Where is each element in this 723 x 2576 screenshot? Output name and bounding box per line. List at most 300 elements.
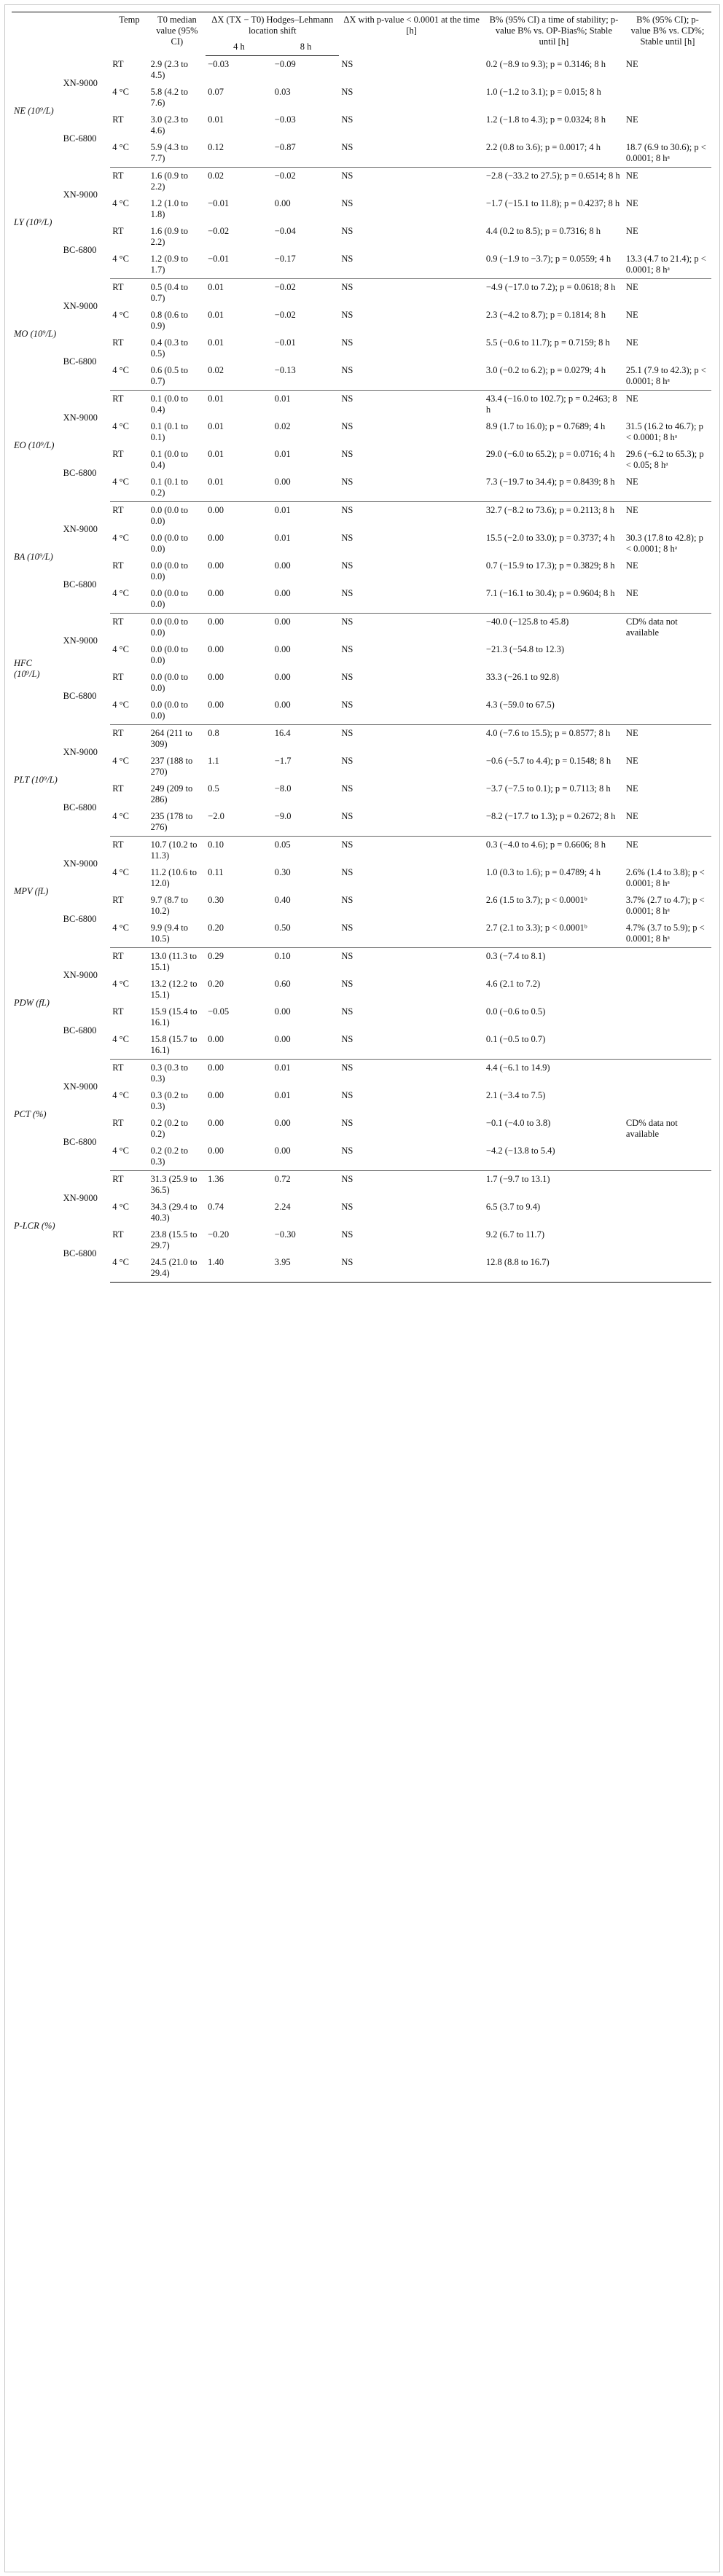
bias-op-cell: 4.6 (2.1 to 7.2) bbox=[485, 978, 541, 989]
pvalue-cell: NS bbox=[341, 978, 353, 989]
bias-cd-cell bbox=[624, 697, 711, 725]
pvalue-cell: NS bbox=[341, 448, 353, 459]
table-row bbox=[12, 892, 711, 920]
shift-8h-cell: 0.00 bbox=[274, 616, 291, 627]
bias-cd-cell bbox=[624, 1170, 711, 1199]
bias-op-cell: 43.4 (−16.0 to 102.7); p = 0.2463; 8 h bbox=[485, 393, 617, 415]
instrument-cell: BC-6800 bbox=[63, 579, 97, 590]
table-row bbox=[12, 947, 711, 976]
table-row bbox=[12, 84, 711, 111]
t0-median-cell: 0.0 (0.0 to 0.0) bbox=[149, 585, 206, 614]
bias-cd-cell: 4.7% (3.7 to 5.9); p < 0.0001; 8 hᵃ bbox=[624, 920, 711, 948]
instrument-cell: BC-6800 bbox=[63, 1025, 97, 1036]
bias-cd-cell bbox=[624, 1199, 711, 1226]
shift-4h-cell: 0.01 bbox=[206, 474, 273, 502]
bias-op-cell: −1.7 (−15.1 to 11.8); p = 0.4237; 8 h bbox=[485, 197, 620, 208]
table-row bbox=[12, 530, 711, 557]
header-4h: 4 h bbox=[206, 39, 273, 56]
shift-4h-cell: 0.10 bbox=[208, 839, 224, 850]
t0-median-cell: 13.2 (12.2 to 15.1) bbox=[150, 978, 198, 1000]
shift-8h-cell: −0.17 bbox=[273, 251, 340, 279]
table-row bbox=[12, 1199, 711, 1226]
table-row bbox=[12, 56, 711, 84]
pvalue-cell: NS bbox=[341, 1062, 353, 1073]
table-row bbox=[12, 251, 711, 279]
table-row bbox=[12, 1031, 711, 1060]
t0-median-cell: 15.9 (15.4 to 16.1) bbox=[150, 1006, 198, 1027]
shift-8h-cell: 0.00 bbox=[274, 671, 291, 682]
bias-cd-cell bbox=[624, 1143, 711, 1171]
t0-median-cell: 0.4 (0.3 to 0.5) bbox=[150, 337, 188, 359]
shift-8h-cell: 0.00 bbox=[274, 1117, 291, 1128]
t0-median-cell: 9.9 (9.4 to 10.5) bbox=[149, 920, 206, 948]
pvalue-cell: NS bbox=[339, 808, 484, 837]
bias-op-cell: 0.7 (−15.9 to 17.3); p = 0.3829; 8 h bbox=[485, 560, 615, 571]
shift-4h-cell: −0.01 bbox=[206, 251, 273, 279]
pvalue-cell: NS bbox=[339, 1143, 484, 1171]
shift-8h-cell: 0.10 bbox=[274, 950, 291, 961]
parameter-cell: MPV (fL) bbox=[14, 886, 49, 896]
shift-4h-cell: 0.11 bbox=[208, 866, 224, 877]
shift-8h-cell: 0.03 bbox=[274, 86, 291, 97]
temperature-cell: 4 °C bbox=[112, 1201, 129, 1212]
pvalue-cell: NS bbox=[339, 1031, 484, 1060]
table-row bbox=[12, 1254, 711, 1283]
temperature-cell: 4 °C bbox=[110, 920, 148, 948]
bias-op-cell: 4.4 (0.2 to 8.5); p = 0.7316; 8 h bbox=[485, 225, 601, 236]
instrument-cell: XN-9000 bbox=[63, 523, 98, 534]
bias-cd-cell: 2.6% (1.4 to 3.8); p < 0.0001; 8 hᵃ bbox=[625, 866, 705, 888]
shift-8h-cell: 16.4 bbox=[274, 727, 291, 738]
shift-4h-cell: 0.00 bbox=[208, 560, 224, 571]
table-row bbox=[12, 390, 711, 418]
temperature-cell: RT bbox=[112, 1062, 124, 1073]
pvalue-cell: NS bbox=[341, 114, 353, 125]
pvalue-cell: NS bbox=[341, 337, 353, 348]
bias-cd-cell: NE bbox=[625, 783, 638, 794]
instrument-cell: XN-9000 bbox=[63, 746, 98, 757]
table-row bbox=[12, 1087, 711, 1115]
shift-8h-cell: 0.00 bbox=[273, 474, 340, 502]
table-row bbox=[12, 334, 711, 362]
temperature-cell: RT bbox=[112, 114, 124, 125]
shift-4h-cell: 0.00 bbox=[206, 1143, 273, 1171]
temperature-cell: RT bbox=[112, 1173, 124, 1184]
bias-op-cell: 1.0 (0.3 to 1.6); p = 0.4789; 4 h bbox=[485, 866, 601, 877]
shift-8h-cell: −0.30 bbox=[274, 1229, 296, 1240]
header-instrument bbox=[61, 12, 111, 56]
t0-median-cell: 249 (209 to 286) bbox=[150, 783, 193, 804]
bias-cd-cell: 29.6 (−6.2 to 65.3); p < 0.05; 8 hᵃ bbox=[625, 448, 704, 470]
pvalue-cell: NS bbox=[341, 504, 353, 515]
shift-8h-cell: −0.01 bbox=[274, 337, 296, 348]
bias-op-cell: 3.0 (−0.2 to 6.2); p = 0.0279; 4 h bbox=[484, 362, 624, 391]
bias-op-cell: 2.6 (1.5 to 3.7); p < 0.0001ᵇ bbox=[485, 894, 587, 905]
table-row bbox=[12, 920, 711, 948]
temperature-cell: RT bbox=[112, 950, 124, 961]
table-row bbox=[12, 501, 711, 530]
temperature-cell: RT bbox=[112, 170, 124, 181]
bias-cd-cell bbox=[624, 669, 711, 697]
shift-8h-cell: 0.00 bbox=[274, 1006, 291, 1017]
bias-cd-cell bbox=[624, 1254, 711, 1283]
header-t0-median: T0 median value (95% CI) bbox=[149, 12, 206, 56]
table-row bbox=[12, 1115, 711, 1143]
bias-cd-cell: NE bbox=[625, 281, 638, 292]
shift-4h-cell: 0.00 bbox=[208, 1089, 224, 1100]
bias-op-cell: 9.2 (6.7 to 11.7) bbox=[485, 1229, 545, 1240]
temperature-cell: 4 °C bbox=[110, 808, 148, 837]
shift-8h-cell: 0.00 bbox=[273, 1143, 340, 1171]
bias-cd-cell: 31.5 (16.2 to 46.7); p < 0.0001; 8 hᵃ bbox=[625, 420, 703, 442]
pvalue-cell: NS bbox=[341, 170, 353, 181]
shift-4h-cell: 0.74 bbox=[208, 1201, 224, 1212]
pvalue-cell: NS bbox=[339, 697, 484, 725]
temperature-cell: 4 °C bbox=[112, 1089, 129, 1100]
temperature-cell: 4 °C bbox=[110, 474, 148, 502]
shift-4h-cell: 0.01 bbox=[208, 309, 224, 320]
parameter-cell: NE (10⁹/L) bbox=[14, 106, 54, 117]
bias-cd-cell: CD% data not available bbox=[625, 1117, 678, 1139]
pvalue-cell: NS bbox=[341, 309, 353, 320]
pvalue-cell: NS bbox=[341, 420, 353, 431]
instrument-cell: XN-9000 bbox=[63, 78, 98, 88]
table-row bbox=[12, 278, 711, 307]
t0-median-cell: 235 (178 to 276) bbox=[149, 808, 206, 837]
temperature-cell: RT bbox=[112, 671, 124, 682]
temperature-cell: RT bbox=[112, 616, 124, 627]
pvalue-cell: NS bbox=[341, 616, 353, 627]
temperature-cell: 4 °C bbox=[110, 1031, 148, 1060]
t0-median-cell: 0.0 (0.0 to 0.0) bbox=[150, 643, 188, 665]
t0-median-cell: 15.8 (15.7 to 16.1) bbox=[149, 1031, 206, 1060]
bias-cd-cell bbox=[624, 1087, 711, 1115]
instrument-cell: BC-6800 bbox=[63, 245, 97, 256]
parameter-cell: PDW (fL) bbox=[14, 998, 50, 1008]
t0-median-cell: 0.0 (0.0 to 0.0) bbox=[150, 532, 188, 554]
bias-op-cell: 0.3 (−7.4 to 8.1) bbox=[485, 950, 546, 961]
pvalue-cell: NS bbox=[341, 643, 353, 654]
instrument-cell: XN-9000 bbox=[63, 189, 98, 200]
parameter-cell: HFC (10⁹/L) bbox=[14, 657, 40, 679]
shift-8h-cell: 0.01 bbox=[274, 504, 291, 515]
t0-median-cell: 9.7 (8.7 to 10.2) bbox=[150, 894, 188, 916]
bias-op-cell: 29.0 (−6.0 to 65.2); p = 0.0716; 4 h bbox=[485, 448, 615, 459]
shift-4h-cell: 0.00 bbox=[206, 1031, 273, 1060]
bias-cd-cell: NE bbox=[625, 727, 638, 738]
shift-4h-cell: 0.01 bbox=[208, 420, 224, 431]
instrument-cell: XN-9000 bbox=[63, 1081, 98, 1092]
bias-op-cell: 4.0 (−7.6 to 15.5); p = 0.8577; 8 h bbox=[485, 727, 611, 738]
pvalue-cell: NS bbox=[341, 532, 353, 543]
t0-median-cell: 0.8 (0.6 to 0.9) bbox=[150, 309, 188, 331]
instrument-cell: BC-6800 bbox=[63, 133, 97, 144]
bias-op-cell: 1.7 (−9.7 to 13.1) bbox=[485, 1173, 550, 1184]
shift-4h-cell: 0.00 bbox=[208, 1062, 224, 1073]
shift-8h-cell: 0.00 bbox=[273, 1031, 340, 1060]
shift-8h-cell: 0.05 bbox=[274, 839, 291, 850]
pvalue-cell: NS bbox=[339, 139, 484, 168]
header-bias-cd: B% (95% CI); p-value B% vs. CD%; Stable until [h] bbox=[624, 12, 711, 56]
table-row bbox=[12, 195, 711, 223]
bias-op-cell: 4.3 (−59.0 to 67.5) bbox=[484, 697, 624, 725]
t0-median-cell: 0.1 (0.1 to 0.2) bbox=[149, 474, 206, 502]
temperature-cell: RT bbox=[112, 783, 124, 794]
shift-4h-cell: 1.36 bbox=[208, 1173, 224, 1184]
bias-op-cell: 0.9 (−1.9 to −3.7); p = 0.0559; 4 h bbox=[484, 251, 624, 279]
temperature-cell: RT bbox=[112, 393, 124, 404]
table-row bbox=[12, 697, 711, 725]
table-row bbox=[12, 446, 711, 474]
temperature-cell: RT bbox=[112, 58, 124, 69]
bias-op-cell: 2.1 (−3.4 to 7.5) bbox=[485, 1089, 546, 1100]
table-row bbox=[12, 111, 711, 139]
shift-8h-cell: 0.40 bbox=[274, 894, 291, 905]
bias-op-cell: 2.2 (0.8 to 3.6); p = 0.0017; 4 h bbox=[484, 139, 624, 168]
bias-cd-cell: 18.7 (6.9 to 30.6); p < 0.0001; 8 hᵃ bbox=[624, 139, 711, 168]
bias-cd-cell: NE bbox=[625, 839, 638, 850]
shift-8h-cell: −0.04 bbox=[274, 225, 296, 236]
t0-median-cell: 1.6 (0.9 to 2.2) bbox=[150, 170, 188, 192]
temperature-cell: RT bbox=[112, 727, 124, 738]
shift-4h-cell: 0.00 bbox=[208, 1117, 224, 1128]
t0-median-cell: 0.2 (0.2 to 0.3) bbox=[149, 1143, 206, 1171]
t0-median-cell: 1.6 (0.9 to 2.2) bbox=[150, 225, 188, 247]
shift-8h-cell: 0.72 bbox=[274, 1173, 291, 1184]
bias-cd-cell: NE bbox=[625, 197, 638, 208]
bias-cd-cell: NE bbox=[625, 309, 638, 320]
shift-8h-cell: −1.7 bbox=[274, 755, 292, 766]
pvalue-cell: NS bbox=[341, 560, 353, 571]
table-row bbox=[12, 139, 711, 168]
t0-median-cell: 1.2 (0.9 to 1.7) bbox=[149, 251, 206, 279]
temperature-cell: 4 °C bbox=[112, 643, 129, 654]
bias-op-cell: 33.3 (−26.1 to 92.8) bbox=[485, 671, 560, 682]
instrument-cell: XN-9000 bbox=[63, 858, 98, 869]
bias-op-cell: 1.0 (−1.2 to 3.1); p = 0.015; 8 h bbox=[485, 86, 601, 97]
bias-op-cell: 4.4 (−6.1 to 14.9) bbox=[485, 1062, 550, 1073]
pvalue-cell: NS bbox=[341, 866, 353, 877]
pvalue-cell: NS bbox=[341, 727, 353, 738]
shift-4h-cell: 0.00 bbox=[208, 532, 224, 543]
pvalue-cell: NS bbox=[339, 362, 484, 391]
temperature-cell: RT bbox=[112, 448, 124, 459]
table-row bbox=[12, 1143, 711, 1171]
shift-4h-cell: 0.07 bbox=[208, 86, 224, 97]
bias-cd-cell: NE bbox=[624, 808, 711, 837]
shift-8h-cell: 0.00 bbox=[273, 585, 340, 614]
t0-median-cell: 24.5 (21.0 to 29.4) bbox=[149, 1254, 206, 1283]
shift-8h-cell: 0.02 bbox=[274, 420, 291, 431]
pvalue-cell: NS bbox=[341, 783, 353, 794]
temperature-cell: RT bbox=[112, 504, 124, 515]
shift-8h-cell: 0.01 bbox=[274, 393, 291, 404]
bias-op-cell: −21.3 (−54.8 to 12.3) bbox=[485, 643, 565, 654]
temperature-cell: RT bbox=[112, 1117, 124, 1128]
bias-cd-cell: 13.3 (4.7 to 21.4); p < 0.0001; 8 hᵃ bbox=[624, 251, 711, 279]
instrument-cell: BC-6800 bbox=[63, 468, 97, 479]
t0-median-cell: 0.0 (0.0 to 0.0) bbox=[150, 560, 188, 582]
pvalue-cell: NS bbox=[341, 1089, 353, 1100]
bias-op-cell: −2.8 (−33.2 to 27.5); p = 0.6514; 8 h bbox=[485, 170, 620, 181]
table-row bbox=[12, 780, 711, 808]
bias-cd-cell: 25.1 (7.9 to 42.3); p < 0.0001; 8 hᵃ bbox=[624, 362, 711, 391]
temperature-cell: RT bbox=[112, 225, 124, 236]
bias-op-cell: 0.0 (−0.6 to 0.5) bbox=[485, 1006, 546, 1017]
shift-4h-cell: 0.00 bbox=[208, 504, 224, 515]
bias-cd-cell bbox=[624, 976, 711, 1003]
instrument-cell: XN-9000 bbox=[63, 300, 98, 311]
instrument-cell: BC-6800 bbox=[63, 1137, 97, 1148]
pvalue-cell: NS bbox=[341, 393, 353, 404]
temperature-cell: RT bbox=[112, 839, 124, 850]
pvalue-cell: NS bbox=[341, 281, 353, 292]
table-row bbox=[12, 474, 711, 502]
t0-median-cell: 0.3 (0.3 to 0.3) bbox=[150, 1062, 188, 1084]
shift-8h-cell: −9.0 bbox=[273, 808, 340, 837]
t0-median-cell: 0.1 (0.1 to 0.1) bbox=[150, 420, 188, 442]
table-row bbox=[12, 223, 711, 251]
pvalue-cell: NS bbox=[341, 1229, 353, 1240]
temperature-cell: 4 °C bbox=[110, 251, 148, 279]
temperature-cell: RT bbox=[112, 894, 124, 905]
t0-median-cell: 0.6 (0.5 to 0.7) bbox=[149, 362, 206, 391]
temperature-cell: 4 °C bbox=[110, 697, 148, 725]
header-parameter bbox=[12, 12, 61, 56]
shift-4h-cell: 0.29 bbox=[208, 950, 224, 961]
pvalue-cell: NS bbox=[341, 1201, 353, 1212]
t0-median-cell: 0.5 (0.4 to 0.7) bbox=[150, 281, 188, 303]
parameter-cell: P-LCR (%) bbox=[14, 1221, 55, 1231]
shift-4h-cell: 1.40 bbox=[206, 1254, 273, 1283]
pvalue-cell: NS bbox=[339, 585, 484, 614]
shift-4h-cell: 0.01 bbox=[208, 114, 224, 125]
pvalue-cell: NS bbox=[341, 755, 353, 766]
t0-median-cell: 5.8 (4.2 to 7.6) bbox=[150, 86, 188, 108]
t0-median-cell: 2.9 (2.3 to 4.5) bbox=[150, 58, 188, 80]
bias-cd-cell: NE bbox=[625, 560, 638, 571]
bias-cd-cell bbox=[624, 641, 711, 669]
bias-cd-cell bbox=[624, 947, 711, 976]
temperature-cell: 4 °C bbox=[112, 420, 129, 431]
bias-op-cell: −0.6 (−5.7 to 4.4); p = 0.1548; 8 h bbox=[485, 755, 611, 766]
instrument-cell: XN-9000 bbox=[63, 412, 98, 423]
temperature-cell: 4 °C bbox=[110, 1254, 148, 1283]
t0-median-cell: 0.1 (0.0 to 0.4) bbox=[150, 448, 188, 470]
shift-4h-cell: −0.01 bbox=[208, 197, 230, 208]
pvalue-cell: NS bbox=[341, 86, 353, 97]
shift-8h-cell: 0.50 bbox=[273, 920, 340, 948]
pvalue-cell: NS bbox=[341, 197, 353, 208]
shift-8h-cell: 0.01 bbox=[274, 532, 291, 543]
bias-cd-cell: NE bbox=[625, 114, 638, 125]
t0-median-cell: 34.3 (29.4 to 40.3) bbox=[150, 1201, 198, 1223]
t0-median-cell: 0.0 (0.0 to 0.0) bbox=[150, 671, 188, 693]
pvalue-cell: NS bbox=[341, 225, 353, 236]
header-temp: Temp bbox=[110, 12, 148, 56]
instrument-cell: BC-6800 bbox=[63, 802, 97, 813]
shift-8h-cell: −8.0 bbox=[274, 783, 292, 794]
bias-op-cell: 0.1 (−0.5 to 0.7) bbox=[484, 1031, 624, 1060]
temperature-cell: 4 °C bbox=[110, 585, 148, 614]
t0-median-cell: 0.0 (0.0 to 0.0) bbox=[150, 504, 188, 526]
t0-median-cell: 10.7 (10.2 to 11.3) bbox=[150, 839, 198, 861]
instrument-cell: XN-9000 bbox=[63, 1192, 98, 1203]
bias-cd-cell: 3.7% (2.7 to 4.7); p < 0.0001; 8 hᵃ bbox=[625, 894, 705, 916]
bias-cd-cell: NE bbox=[625, 504, 638, 515]
shift-4h-cell: 0.00 bbox=[208, 616, 224, 627]
table-row bbox=[12, 724, 711, 753]
instrument-cell: XN-9000 bbox=[63, 969, 98, 980]
shift-8h-cell: −0.13 bbox=[273, 362, 340, 391]
table-header bbox=[12, 12, 711, 56]
table-row bbox=[12, 976, 711, 1003]
bias-op-cell: 8.9 (1.7 to 16.0); p = 0.7689; 4 h bbox=[485, 420, 606, 431]
pvalue-cell: NS bbox=[341, 839, 353, 850]
shift-4h-cell: 0.01 bbox=[208, 393, 224, 404]
header-8h: 8 h bbox=[273, 39, 340, 56]
t0-median-cell: 0.0 (0.0 to 0.0) bbox=[150, 616, 188, 638]
bias-op-cell: −0.1 (−4.0 to 3.8) bbox=[485, 1117, 551, 1128]
bias-op-cell: −3.7 (−7.5 to 0.1); p = 0.7113; 8 h bbox=[485, 783, 611, 794]
table-row bbox=[12, 836, 711, 864]
shift-8h-cell: 0.00 bbox=[273, 697, 340, 725]
bias-op-cell: 2.3 (−4.2 to 8.7); p = 0.1814; 8 h bbox=[485, 309, 606, 320]
pvalue-cell: NS bbox=[341, 894, 353, 905]
bias-op-cell: −8.2 (−17.7 to 1.3); p = 0.2672; 8 h bbox=[484, 808, 624, 837]
shift-4h-cell: 0.01 bbox=[208, 337, 224, 348]
bias-op-cell: 0.2 (−8.9 to 9.3); p = 0.3146; 8 h bbox=[485, 58, 606, 69]
temperature-cell: 4 °C bbox=[112, 532, 129, 543]
bias-cd-cell: NE bbox=[625, 755, 638, 766]
shift-8h-cell: 0.01 bbox=[274, 1089, 291, 1100]
t0-median-cell: 23.8 (15.5 to 29.7) bbox=[150, 1229, 198, 1250]
shift-8h-cell: 0.60 bbox=[274, 978, 291, 989]
t0-median-cell: 0.2 (0.2 to 0.2) bbox=[150, 1117, 188, 1139]
t0-median-cell: 11.2 (10.6 to 12.0) bbox=[150, 866, 198, 888]
table-row bbox=[12, 1059, 711, 1087]
bias-op-cell: 32.7 (−8.2 to 73.6); p = 0.2113; 8 h bbox=[485, 504, 615, 515]
bias-cd-cell: NE bbox=[625, 170, 638, 181]
table-row bbox=[12, 307, 711, 334]
shift-4h-cell: 0.02 bbox=[206, 362, 273, 391]
instrument-cell: BC-6800 bbox=[63, 691, 97, 702]
shift-8h-cell: 0.00 bbox=[274, 560, 291, 571]
bias-cd-cell: NE bbox=[625, 58, 638, 69]
pvalue-cell: NS bbox=[341, 1173, 353, 1184]
header-delta-shift: ΔX (TX − T0) Hodges–Lehmann location shift bbox=[206, 12, 339, 40]
bias-cd-cell: NE bbox=[624, 585, 711, 614]
shift-8h-cell: −0.87 bbox=[273, 139, 340, 168]
bias-op-cell: 7.1 (−16.1 to 30.4); p = 0.9604; 8 h bbox=[484, 585, 624, 614]
bias-cd-cell: NE bbox=[625, 225, 638, 236]
bias-op-cell: 12.8 (8.8 to 16.7) bbox=[484, 1254, 624, 1283]
shift-4h-cell: 0.00 bbox=[206, 697, 273, 725]
temperature-cell: 4 °C bbox=[112, 866, 129, 877]
shift-4h-cell: 0.00 bbox=[206, 585, 273, 614]
shift-4h-cell: 1.1 bbox=[208, 755, 219, 766]
shift-4h-cell: 0.12 bbox=[206, 139, 273, 168]
bias-op-cell: 2.7 (2.1 to 3.3); p < 0.0001ᵇ bbox=[484, 920, 624, 948]
t0-median-cell: 0.1 (0.0 to 0.4) bbox=[150, 393, 188, 415]
shift-4h-cell: −0.02 bbox=[208, 225, 230, 236]
temperature-cell: 4 °C bbox=[110, 362, 148, 391]
table-row bbox=[12, 1226, 711, 1254]
temperature-cell: 4 °C bbox=[112, 978, 129, 989]
t0-median-cell: 237 (188 to 270) bbox=[150, 755, 193, 777]
parameter-cell: PLT (10⁹/L) bbox=[14, 775, 58, 785]
pvalue-cell: NS bbox=[339, 1254, 484, 1283]
